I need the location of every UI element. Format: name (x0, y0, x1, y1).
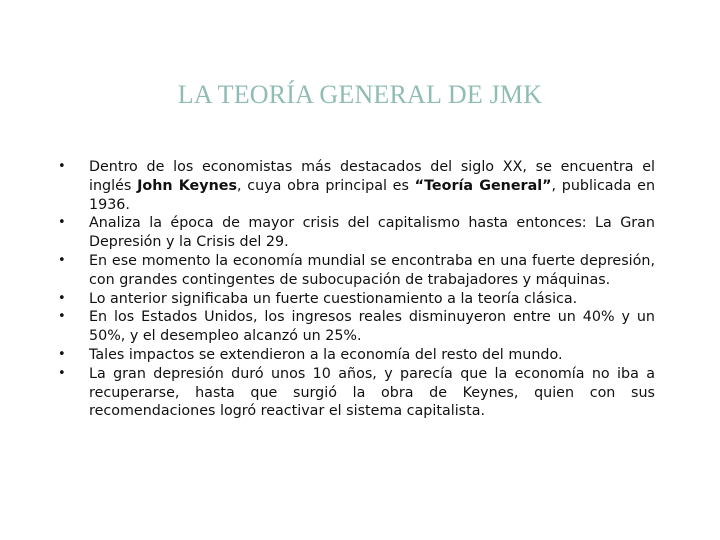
bullet-text: , cuya obra principal es (236, 177, 415, 194)
bullet-list (58, 158, 655, 421)
bullet-dot: • (58, 159, 66, 174)
bullet-text: Lo anterior significaba un fuerte cuestionamiento a la teoría clásica. (89, 290, 578, 307)
bullet-dot: • (58, 290, 66, 306)
bullet-dot: • (58, 215, 66, 231)
bullet-item-world-impact (58, 346, 655, 365)
bullet-item-crisis (58, 214, 655, 252)
bullet-item-depression (58, 252, 655, 290)
bullet-dot: • (58, 309, 66, 325)
bullet-text: , publicada en 1936. (89, 177, 656, 213)
author-name: John Keynes (137, 177, 237, 194)
bullet-text: En ese momento la economía mundial se encontraba en una fuerte depresión, con grandes contingentes de subocupación de trabajadores y máquinas. (89, 252, 655, 288)
book-title: “Teoría General” (414, 177, 552, 194)
bullet-item-united-states (58, 308, 655, 346)
bullet-text: La gran depresión duró unos 10 años, y parecía que la economía no iba a recuperarse, hasta que surgió la obra de Keynes, quien con sus recomendaciones logró reactivar el sistema capitalista. (89, 365, 655, 420)
bullet-text: Dentro de los economistas más destacados del siglo XX, se encuentra el inglés (89, 159, 655, 194)
slide-title: LA TEORÍA GENERAL DE JMK (177, 80, 543, 109)
bullet-text: Tales impactos se extendieron a la economía del resto del mundo. (89, 346, 563, 363)
bullet-dot: • (58, 365, 66, 381)
bullet-item-keynes (58, 158, 655, 214)
bullet-item-classical-theory (58, 290, 655, 309)
bullet-item-recovery (58, 365, 655, 421)
bullet-dot: • (58, 346, 66, 362)
bullet-dot: • (58, 252, 66, 268)
bullet-text: En los Estados Unidos, los ingresos reales disminuyeron entre un 40% y un 50%, y el desempleo alcanzó un 25%. (89, 309, 655, 345)
bullet-text: Analiza la época de mayor crisis del capitalismo hasta entonces: La Gran Depresión y la Crisis del 29. (89, 215, 655, 251)
